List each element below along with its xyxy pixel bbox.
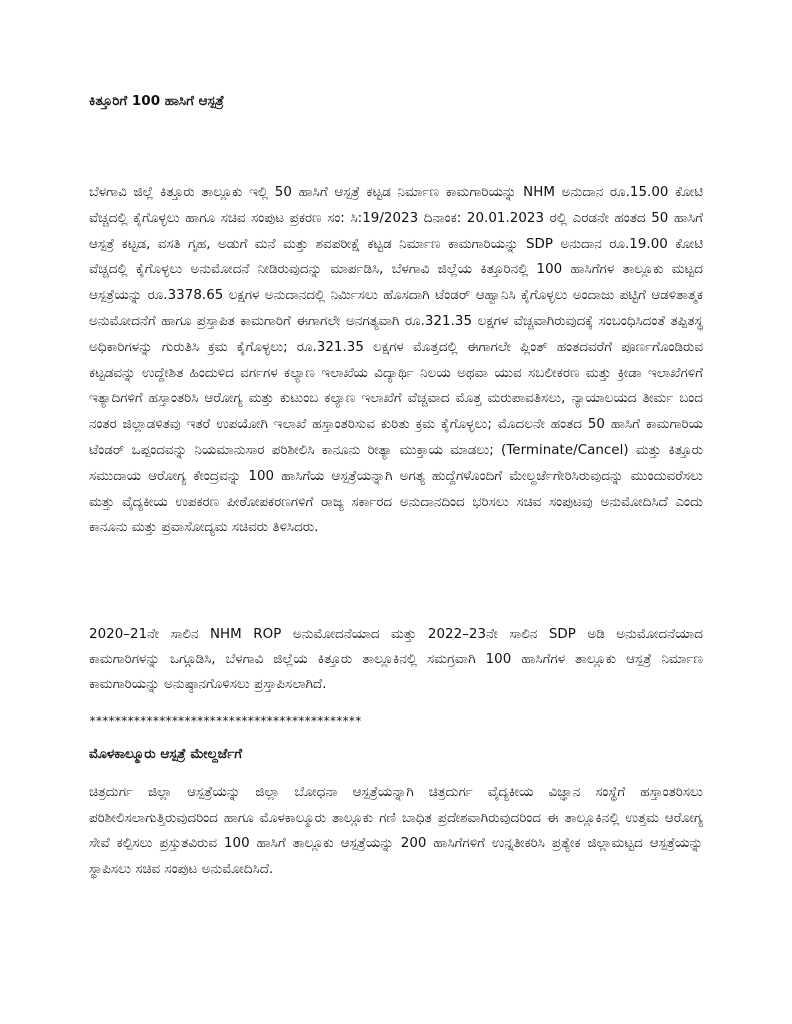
asterisk-separator: ******************************************* (89, 714, 361, 728)
paragraph-kittur-proposal: 2020–21ನೇ ಸಾಲಿನ NHM ROP ಅನುಮೋದನೆಯಾದ ಮತ್ತು 2022–23ನೇ ಸಾಲಿನ SDP ಅಡಿ ಅನುಮೋದನೆಯಾದ ಕಾಮಗಾರಿಗಳನ್ನು ಒಗ್ಗೂಡಿಸಿ, ಬೆಳಗಾವಿ ಜಿಲ್ಲೆಯ ಕಿತ್ತೂರು ತಾಲ್ಲೂಕಿನಲ್ಲಿ ಸಮಗ್ರವಾಗಿ 100 ಹಾಸಿಗೆಗಳ ತಾಲ್ಲೂಕು ಆಸ್ಪತ್ರೆ ನಿರ್ಮಾಣ ಕಾಮಗಾರಿಯನ್ನು ಅನುಷ್ಠಾನಗೊಳಿಸಲು ಪ್ರಸ್ತಾಪಿಸಲಾಗಿದೆ. (89, 627, 703, 693)
paragraph-molakalmuru-upgrade: ಚಿತ್ರದುರ್ಗ ಜಿಲ್ಲಾ ಆಸ್ಪತ್ರೆಯನ್ನು ಜಿಲ್ಲಾ ಬೋಧನಾ ಆಸ್ಪತ್ರೆಯನ್ನಾಗಿ ಚಿತ್ರದುರ್ಗ ವೈದ್ಯಕೀಯ ವಿಜ್ಞಾನ ಸಂಸ್ಥೆಗೆ ಹಸ್ತಾಂತರಿಸಲು ಪರಿಶೀಲಿಸಲಾಗುತ್ತಿರುವುದರಿಂದ ಹಾಗೂ ಮೊಳಕಾಲ್ಮೂರು ತಾಲ್ಲೂಕು ಗಣಿ ಬಾಧಿತ ಪ್ರದೇಶವಾಗಿರುವುದರಿಂದ ಈ ತಾಲ್ಲೂಕಿನಲ್ಲಿ ಉತ್ತಮ ಆರೋಗ್ಯ ಸೇವೆ ಕಲ್ಪಿಸಲು ಪ್ರಸ್ತುತವಿರುವ 100 ಹಾಸಿಗೆ ತಾಲ್ಲೂಕು ಆಸ್ಪತ್ರೆಯನ್ನು 200 ಹಾಸಿಗೆಗಳಿಗೆ ಉನ್ನತೀಕರಿಸಿ ಪ್ರತ್ಯೇಕ ಜಿಲ್ಲಾಮಟ್ಟದ ಆಸ್ಪತ್ರೆಯನ್ನು ಸ್ಥಾಪಿಸಲು ಸಚಿವ ಸಂಪುಟ ಅನುಮೋದಿಸಿದೆ. (89, 785, 703, 877)
section-heading-kittur-hospital: ಕಿತ್ತೂರಿಗೆ 100 ಹಾಸಿಗೆ ಆಸ್ಪತ್ರೆ (89, 93, 224, 109)
paragraph-kittur-cabinet-decision: ಬೆಳಗಾವಿ ಜಿಲ್ಲೆ ಕಿತ್ತೂರು ತಾಲ್ಲೂಕು ಇಲ್ಲಿ 50 ಹಾಸಿಗೆ ಆಸ್ಪತ್ರೆ ಕಟ್ಟಡ ನಿರ್ಮಾಣ ಕಾಮಗಾರಿಯನ್ನು NHM ಅನುದಾನ ರೂ.15.00 ಕೋಟಿ ವೆಚ್ಚದಲ್ಲಿ ಕೈಗೊಳ್ಳಲು ಹಾಗೂ ಸಚಿವ ಸಂಪುಟ ಪ್ರಕರಣ ಸಂ: ಸಿ:19/2023 ದಿನಾಂಕ: 20.01.2023 ರಲ್ಲಿ ಎರಡನೇ ಹಂತದ 50 ಹಾಸಿಗೆ ಆಸ್ಪತ್ರೆ ಕಟ್ಟಡ, ವಸತಿ ಗೃಹ, ಅಡುಗೆ ಮನೆ ಮತ್ತು ಶವಪರೀಕ್ಷೆ ಕಟ್ಟಡ ನಿರ್ಮಾಣ ಕಾಮಗಾರಿಯನ್ನು SDP ಅನುದಾನ ರೂ.19.00 ಕೋಟಿ ವೆಚ್ಚದಲ್ಲಿ ಕೈಗೊಳ್ಳಲು ಅನುಮೋದನೆ ನೀಡಿರುವುದನ್ನು ಮಾರ್ಪಡಿಸಿ, ಬೆಳಗಾವಿ ಜಿಲ್ಲೆಯ ಕಿತ್ತೂರಿನಲ್ಲಿ 100 ಹಾಸಿಗೆಗಳ ತಾಲ್ಲೂಕು ಮಟ್ಟದ ಆಸ್ಪತ್ರೆಯನ್ನು ರೂ.3378.65 ಲಕ್ಷಗಳ ಅನುದಾನದಲ್ಲಿ ನಿರ್ಮಿಸಲು ಹೊಸದಾಗಿ ಟೆಂಡರ್ ಆಹ್ವಾನಿಸಿ ಕೈಗೊಳ್ಳಲು ಅಂದಾಜು ಪಟ್ಟಿಗೆ ಆಡಳಿತಾತ್ಮಕ ಅನುಮೋದನೆಗೆ ಹಾಗೂ ಪ್ರಸ್ತಾಪಿತ ಕಾಮಗಾರಿಗೆ ಈಗಾಗಲೇ ಅನಗತ್ಯವಾಗಿ ರೂ.321.35 ಲಕ್ಷಗಳ ವೆಚ್ಚವಾಗಿರುವುದಕ್ಕೆ ಸಂಬಂಧಿಸಿದಂತೆ ತಪ್ಪಿತಸ್ಥ ಅಧಿಕಾರಿಗಳನ್ನು ಗುರುತಿಸಿ ಕ್ರಮ ಕೈಗೊಳ್ಳಲು; ರೂ.321.35 ಲಕ್ಷಗಳ ಮೊತ್ತದಲ್ಲಿ ಈಗಾಗಲೇ ಪ್ಲಿಂತ್ ಹಂತದವರೆಗೆ ಪೂರ್ಣಗೊಂಡಿರುವ ಕಟ್ಟಡವನ್ನು ಉದ್ದೇಶಿತ ಹಿಂದುಳಿದ ವರ್ಗಗಳ ಕಲ್ಯಾಣ ಇಲಾಖೆಯ ವಿದ್ಯಾರ್ಥಿ ನಿಲಯ ಅಥವಾ ಯುವ ಸಬಲೀಕರಣ ಮತ್ತು ಕ್ರೀಡಾ ಇಲಾಖೆಗಳಿಗೆ ಇತ್ಯಾದಿಗಳಿಗೆ ಹಸ್ತಾಂತರಿಸಿ ಆರೋಗ್ಯ ಮತ್ತು ಕುಟುಂಬ ಕಲ್ಯಾಣ ಇಲಾಖೆಗೆ ವೆಚ್ಚವಾದ ಮೊತ್ತ ಮರುಪಾವತಿಸಲು, ನ್ಯಾಯಾಲಯದ ತೀರ್ಮ ಬಂದ ನಂತರ ಜಿಲ್ಲಾಡಳಿತವು ಇತರೆ ಉಪಯೋಗಿ ಇಲಾಖೆ ಹಸ್ತಾಂತರಿಸುವ ಕುರಿತು ಕ್ರಮ ಕೈಗೊಳ್ಳಲು; ಮೊದಲನೇ ಹಂತದ 50 ಹಾಸಿಗೆ ಕಾಮಗಾರಿಯ ಟೆಂಡರ್ ಒಪ್ಪಂದವನ್ನು ನಿಯಮಾನುಸಾರ ಪರಿಶೀಲಿಸಿ ಕಾನೂನು ರೀತ್ಯಾ ಮುಕ್ತಾಯ ಮಾಡಲು; (Terminate/Cancel) ಮತ್ತು ಕಿತ್ತೂರು ಸಮುದಾಯ ಆರೋಗ್ಯ ಕೇಂದ್ರವನ್ನು 100 ಹಾಸಿಗೆಯ ಆಸ್ಪತ್ರೆಯನ್ನಾಗಿ ಅಗತ್ಯ ಹುದ್ದೆಗಳೊಂದಿಗೆ ಮೇಲ್ದರ್ಜೆಗೇರಿಸಿರುವುದನ್ನು ಮುಂದುವರೆಸಲು ಮತ್ತು ವೈದ್ಯಕೀಯ ಉಪಕರಣ ಪೀಠೋಪಕರಣಗಳಿಗೆ ರಾಜ್ಯ ಸರ್ಕಾರದ ಅನುದಾನದಿಂದ ಭರಿಸಲು ಸಚಿವ ಸಂಪುಟವು ಅನುಮೋದಿಸಿದೆ ಎಂದು ಕಾನೂನು ಮತ್ತು ಪ್ರವಾಸೋದ್ಯಮ ಸಚಿವರು ತಿಳಿಸಿದರು. (89, 185, 703, 536)
section-heading-molakalmuru-hospital: ಮೊಳಕಾಲ್ಮೂರು ಆಸ್ಪತ್ರೆ ಮೇಲ್ದರ್ಜೆಗೆ (89, 746, 243, 762)
